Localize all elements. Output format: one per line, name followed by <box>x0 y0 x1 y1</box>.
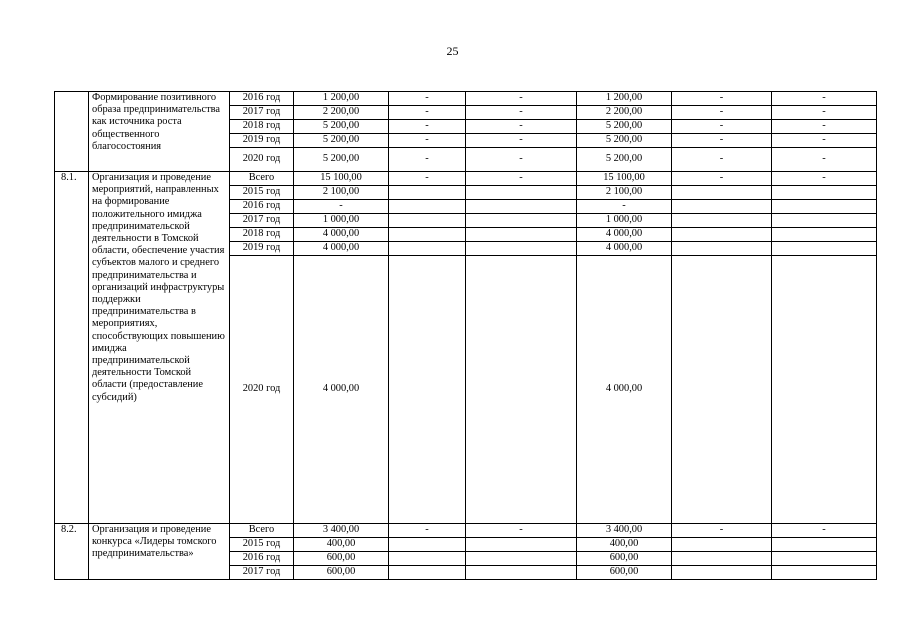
regional-cell <box>466 538 577 552</box>
municipal-cell: 4 000,00 <box>577 256 672 524</box>
item-number: 8.1. <box>55 172 89 524</box>
year-cell: 2015 год <box>230 538 294 552</box>
other-cell: - <box>772 120 877 134</box>
other-cell: - <box>772 148 877 172</box>
other-cell <box>772 566 877 580</box>
extrabudget-cell: - <box>672 524 772 538</box>
total-cell: 15 100,00 <box>294 172 389 186</box>
year-cell: 2015 год <box>230 186 294 200</box>
extrabudget-cell <box>672 186 772 200</box>
municipal-cell: 5 200,00 <box>577 148 672 172</box>
total-cell: 600,00 <box>294 552 389 566</box>
year-cell: 2017 год <box>230 214 294 228</box>
extrabudget-cell <box>672 538 772 552</box>
other-cell: - <box>772 172 877 186</box>
regional-cell <box>466 566 577 580</box>
regional-cell <box>466 214 577 228</box>
regional-cell <box>466 200 577 214</box>
federal-cell <box>389 552 466 566</box>
item-number <box>55 92 89 172</box>
regional-cell: - <box>466 524 577 538</box>
municipal-cell: 5 200,00 <box>577 120 672 134</box>
other-cell: - <box>772 524 877 538</box>
regional-cell <box>466 228 577 242</box>
municipal-cell: 4 000,00 <box>577 242 672 256</box>
extrabudget-cell <box>672 256 772 524</box>
other-cell <box>772 242 877 256</box>
extrabudget-cell <box>672 214 772 228</box>
municipal-cell: - <box>577 200 672 214</box>
total-cell: 2 200,00 <box>294 106 389 120</box>
item-name: Организация и проведение конкурса «Лидеры томского предпринимательства» <box>89 524 230 580</box>
total-cell: 3 400,00 <box>294 524 389 538</box>
other-cell: - <box>772 106 877 120</box>
municipal-cell: 2 100,00 <box>577 186 672 200</box>
federal-cell <box>389 256 466 524</box>
regional-cell: - <box>466 134 577 148</box>
federal-cell: - <box>389 134 466 148</box>
regional-cell <box>466 256 577 524</box>
federal-cell <box>389 186 466 200</box>
extrabudget-cell: - <box>672 172 772 186</box>
regional-cell: - <box>466 106 577 120</box>
municipal-cell: 600,00 <box>577 566 672 580</box>
extrabudget-cell <box>672 228 772 242</box>
table-row <box>55 172 877 186</box>
federal-cell: - <box>389 106 466 120</box>
other-cell <box>772 256 877 524</box>
extrabudget-cell: - <box>672 134 772 148</box>
extrabudget-cell: - <box>672 120 772 134</box>
year-cell: 2016 год <box>230 92 294 106</box>
municipal-cell: 1 200,00 <box>577 92 672 106</box>
federal-cell <box>389 200 466 214</box>
regional-cell: - <box>466 120 577 134</box>
other-cell <box>772 552 877 566</box>
other-cell <box>772 214 877 228</box>
municipal-cell: 4 000,00 <box>577 228 672 242</box>
federal-cell <box>389 242 466 256</box>
year-cell: 2020 год <box>230 148 294 172</box>
regional-cell: - <box>466 148 577 172</box>
regional-cell: - <box>466 92 577 106</box>
year-cell: 2018 год <box>230 120 294 134</box>
extrabudget-cell <box>672 566 772 580</box>
year-cell: 2017 год <box>230 566 294 580</box>
total-cell: 400,00 <box>294 538 389 552</box>
table-row <box>55 524 877 538</box>
total-cell: 4 000,00 <box>294 228 389 242</box>
other-cell <box>772 538 877 552</box>
federal-cell <box>389 228 466 242</box>
year-cell: 2019 год <box>230 134 294 148</box>
total-cell: 4 000,00 <box>294 256 389 524</box>
extrabudget-cell <box>672 200 772 214</box>
total-cell: 5 200,00 <box>294 148 389 172</box>
other-cell: - <box>772 92 877 106</box>
total-cell: 4 000,00 <box>294 242 389 256</box>
total-cell: 600,00 <box>294 566 389 580</box>
total-cell: 1 200,00 <box>294 92 389 106</box>
year-cell: 2018 год <box>230 228 294 242</box>
item-number: 8.2. <box>55 524 89 580</box>
year-cell: 2017 год <box>230 106 294 120</box>
year-cell: 2020 год <box>230 256 294 524</box>
municipal-cell: 400,00 <box>577 538 672 552</box>
extrabudget-cell: - <box>672 92 772 106</box>
municipal-cell: 15 100,00 <box>577 172 672 186</box>
extrabudget-cell: - <box>672 148 772 172</box>
federal-cell: - <box>389 148 466 172</box>
regional-cell <box>466 242 577 256</box>
budget-table <box>54 91 877 580</box>
total-cell: 5 200,00 <box>294 120 389 134</box>
year-cell: 2016 год <box>230 200 294 214</box>
year-cell: 2016 год <box>230 552 294 566</box>
municipal-cell: 2 200,00 <box>577 106 672 120</box>
federal-cell: - <box>389 120 466 134</box>
other-cell <box>772 186 877 200</box>
year-cell: Всего <box>230 172 294 186</box>
federal-cell: - <box>389 92 466 106</box>
federal-cell <box>389 566 466 580</box>
table-row <box>55 92 877 106</box>
federal-cell <box>389 214 466 228</box>
federal-cell <box>389 538 466 552</box>
federal-cell: - <box>389 524 466 538</box>
total-cell: 5 200,00 <box>294 134 389 148</box>
year-cell: 2019 год <box>230 242 294 256</box>
year-cell: Всего <box>230 524 294 538</box>
extrabudget-cell <box>672 552 772 566</box>
total-cell: 2 100,00 <box>294 186 389 200</box>
federal-cell: - <box>389 172 466 186</box>
item-name: Формирование позитивного образа предпринимательства как источника роста общественного благосостояния <box>89 92 230 172</box>
extrabudget-cell: - <box>672 106 772 120</box>
other-cell <box>772 200 877 214</box>
municipal-cell: 3 400,00 <box>577 524 672 538</box>
regional-cell <box>466 552 577 566</box>
other-cell <box>772 228 877 242</box>
municipal-cell: 5 200,00 <box>577 134 672 148</box>
total-cell: 1 000,00 <box>294 214 389 228</box>
municipal-cell: 600,00 <box>577 552 672 566</box>
page-number: 25 <box>446 44 459 58</box>
item-name: Организация и проведение мероприятий, направленных на формирование положительного имиджа предпринимательской деятельности в Томской области, обеспечение участия субъектов малого и среднего предпринимательства и организаций инфраструктуры поддержки предпринимательства в мероприятиях, способствующих повышению имиджа предпринимательской деятельности Томской области (предоставление субсидий) <box>89 172 230 524</box>
municipal-cell: 1 000,00 <box>577 214 672 228</box>
total-cell: - <box>294 200 389 214</box>
regional-cell: - <box>466 172 577 186</box>
other-cell: - <box>772 134 877 148</box>
extrabudget-cell <box>672 242 772 256</box>
regional-cell <box>466 186 577 200</box>
